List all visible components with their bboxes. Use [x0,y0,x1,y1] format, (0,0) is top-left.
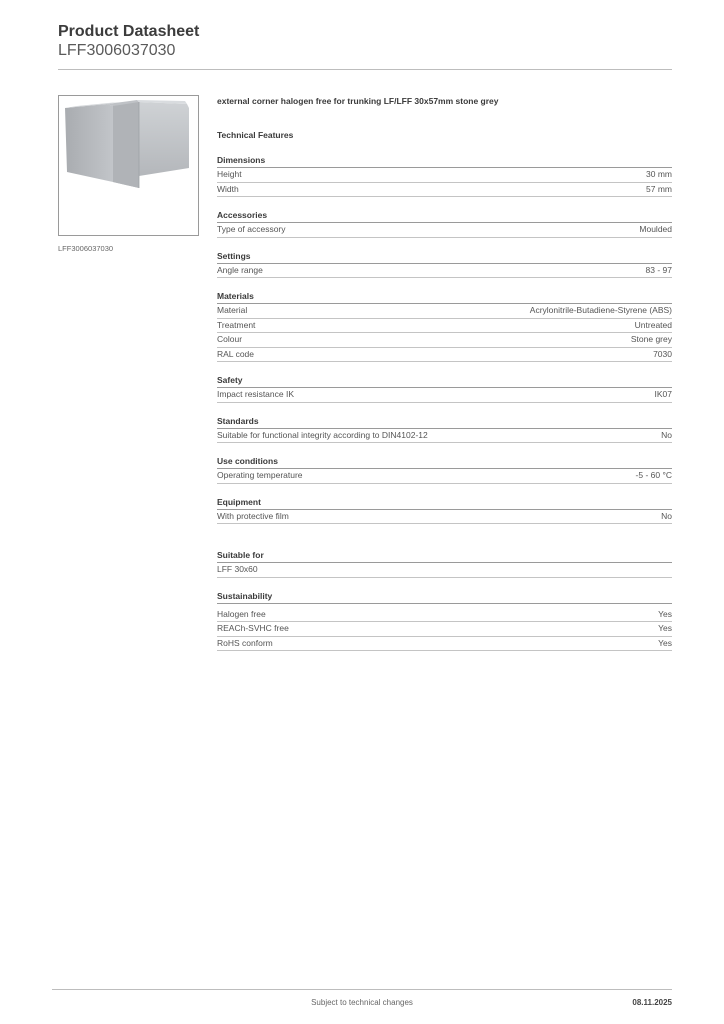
table-row [217,183,672,198]
section-standards [217,415,672,444]
document-title: Product Datasheet [58,23,200,40]
table-row [217,429,672,444]
footer-date: 08.11.2025 [632,998,672,1007]
image-caption: LFF3006037030 [58,244,114,253]
section-title: Suitable for [217,549,672,563]
table-row [217,622,672,637]
row-label: LFF 30x60 [217,564,258,574]
section-title: Dimensions [217,154,672,168]
row-label: Width [217,183,239,194]
section-materials [217,290,672,362]
row-value: Moulded [639,224,672,234]
row-value: Acrylonitrile-Butadiene-Styrene (ABS) [529,305,672,315]
technical-features-title: Technical Features [217,130,294,140]
table-row [217,388,672,403]
table-row [217,510,672,525]
section-title: Settings [217,250,672,264]
table-row [217,348,672,363]
section-equipment [217,496,672,525]
row-value: Yes [658,637,672,648]
row-label: RAL code [217,348,255,359]
row-value: No [661,429,672,440]
table-row [217,608,672,623]
footer-divider [52,989,672,990]
row-value: 30 mm [646,169,672,179]
row-label: Operating temperature [217,470,303,480]
header-divider [58,69,672,70]
table-row [217,563,672,578]
page-header [58,22,199,60]
section-sustainability [217,590,672,652]
product-code: LFF3006037030 [58,42,176,59]
row-label: Colour [217,334,243,344]
row-value: 7030 [653,348,672,359]
row-value: Untreated [634,319,672,330]
row-value: Stone grey [630,334,672,344]
row-value: 83 - 97 [645,264,672,275]
table-row [217,469,672,484]
section-title: Equipment [217,496,672,510]
table-row [217,264,672,279]
table-row [217,223,672,238]
row-label: Suitable for functional integrity according to DIN4102-12 [217,429,428,440]
product-subtitle: external corner halogen free for trunking LF/LFF 30x57mm stone grey [217,96,499,106]
row-label: Halogen free [217,608,266,619]
section-suitable-for [217,549,672,578]
row-label: Height [217,169,242,179]
section-title: Standards [217,415,672,429]
section-settings [217,250,672,279]
section-title: Safety [217,374,672,388]
main-content [217,95,672,651]
section-safety [217,374,672,403]
row-label: Material [217,305,248,315]
row-label: Angle range [217,264,263,275]
section-dimensions [217,154,672,197]
table-row [217,637,672,652]
row-value: No [661,510,672,521]
section-title: Materials [217,290,672,304]
row-label: Treatment [217,319,256,330]
section-title: Accessories [217,209,672,223]
section-accessories [217,209,672,238]
row-value: IK07 [654,389,672,399]
row-value: -5 - 60 °C [635,470,672,480]
section-use-conditions [217,455,672,484]
row-label: RoHS conform [217,637,273,648]
row-value: Yes [658,623,672,633]
external-corner-trunking-icon [59,96,198,235]
table-row [217,304,672,319]
section-title: Sustainability [217,590,672,604]
row-label: Impact resistance IK [217,389,295,399]
table-row [217,333,672,348]
table-row [217,319,672,334]
row-value: Yes [658,608,672,619]
row-label: With protective film [217,510,289,521]
row-value: 57 mm [646,183,672,194]
section-title: Use conditions [217,455,672,469]
row-label: REACh-SVHC free [217,623,289,633]
footer-note: Subject to technical changes [311,998,413,1007]
product-image [58,95,199,236]
table-row [217,168,672,183]
row-label: Type of accessory [217,224,286,234]
